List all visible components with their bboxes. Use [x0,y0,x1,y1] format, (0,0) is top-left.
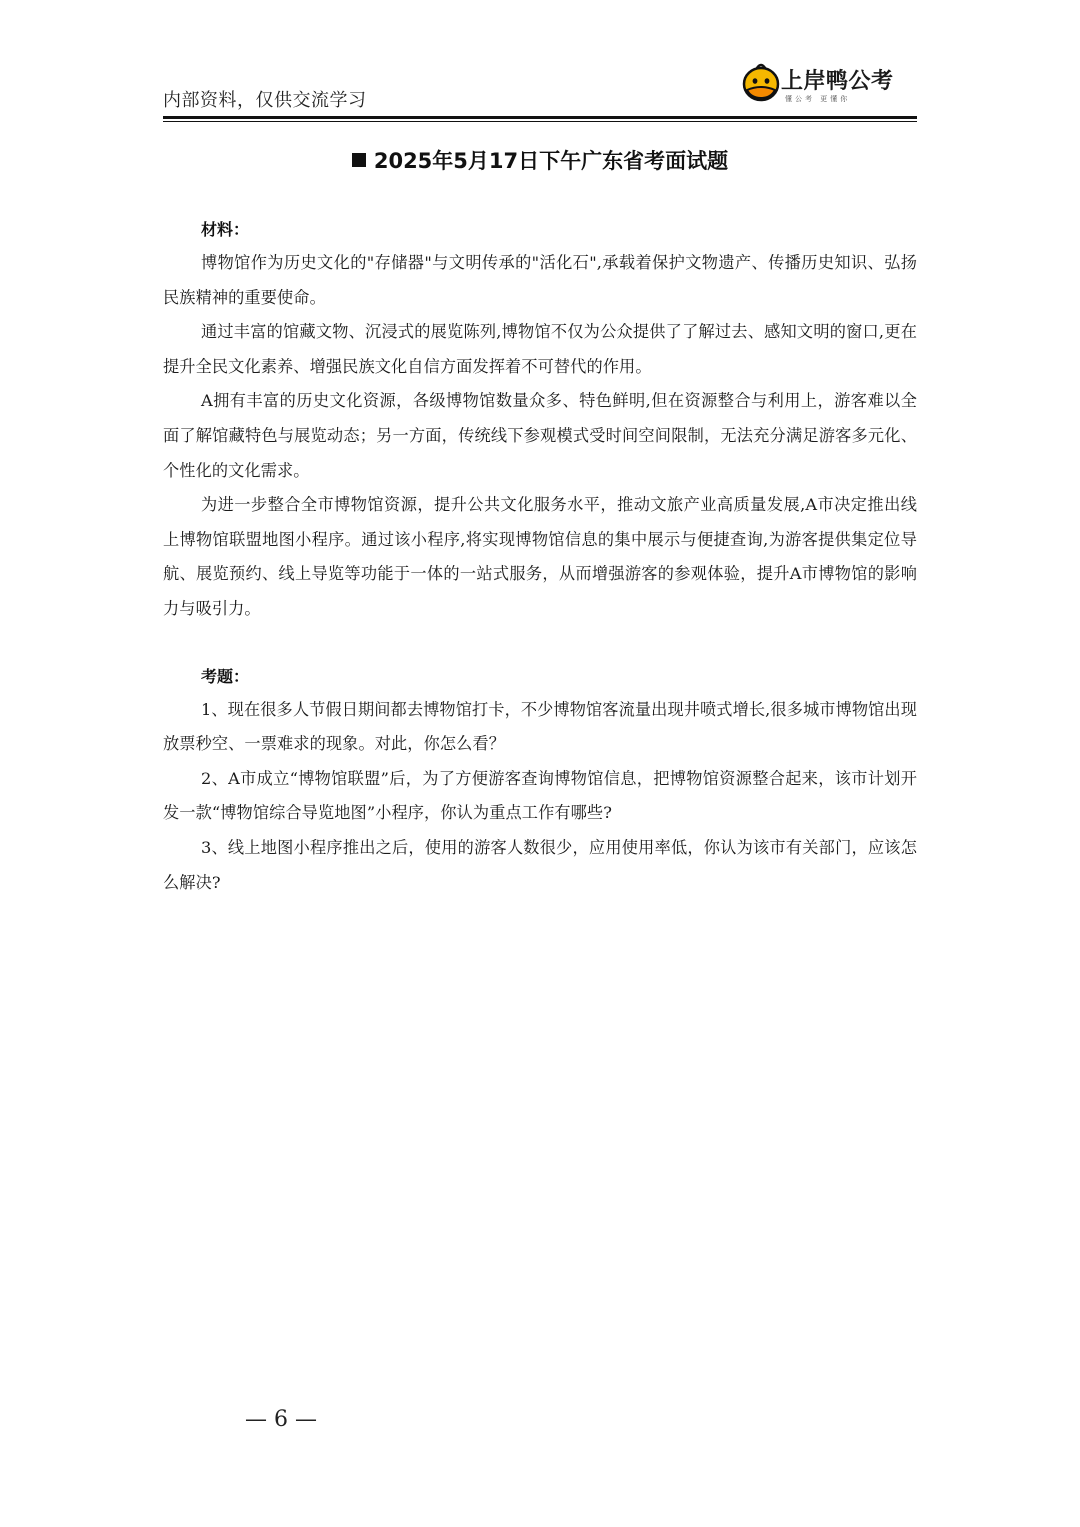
page-number: — 6 — [245,1407,317,1432]
material-paragraph: 为进一步整合全市博物馆资源，提升公共文化服务水平，推动文旅产业高质量发展,A市决定推出线上博物馆联盟地图小程序。通过该小程序,将实现博物馆信息的集中展示与便捷查询,为游客提供集定位导航、展览预约、线上导览等功能于一体的一站式服务，从而增强游客的参观体验，提升A市博物馆的影响力与吸引力。 [163,495,917,618]
material-paragraph: A拥有丰富的历史文化资源，各级博物馆数量众多、特色鲜明,但在资源整合与利用上，游客难以全面了解馆藏特色与展览动态；另一方面，传统线下参观模式受时间空间限制，无法充分满足游客多元化、个性化的文化需求。 [163,391,917,480]
duck-logo-icon [739,60,783,104]
header-rule [163,116,917,119]
material-paragraph: 通过丰富的馆藏文物、沉浸式的展览陈列,博物馆不仅为公众提供了了解过去、感知文明的窗口,更在提升全民文化素养、增强民族文化自信方面发挥着不可替代的作用。 [163,322,917,376]
page-header [163,56,917,122]
section-gap [163,627,917,660]
document-title [163,145,917,175]
questions-label: 考题： [201,666,250,686]
header-rule-thin [163,121,917,122]
question-item: 1、现在很多人节假日期间都去博物馆打卡，不少博物馆客流量出现井喷式增长,很多城市博物馆出现放票秒空、一票难求的现象。对此，你怎么看？ [163,699,918,754]
square-bullet-icon [352,153,366,167]
brand-tagline: 懂公考 更懂你 [785,95,851,103]
question-item: 2、A市成立“博物馆联盟”后，为了方便游客查询博物馆信息，把博物馆资源整合起来，该市计划开发一款“博物馆综合导览地图”小程序，你认为重点工作有哪些? [163,768,917,823]
question-item: 3、线上地图小程序推出之后，使用的游客人数很少，应用使用率低，你认为该市有关部门，应该怎么解决? [163,837,917,892]
material-label: 材料： [201,220,250,239]
brand-name: 上岸鸭公考 [781,69,894,94]
brand-block [739,60,899,110]
material-paragraph: 博物馆作为历史文化的"存储器"与文明传承的"活化石",承载着保护文物遗产、传播历史知识、弘扬民族精神的重要使命。 [163,253,917,307]
header-note: 内部资料，仅供交流学习 [163,90,367,111]
title-text: 2025年5月17日下午广东省考面试题 [373,149,729,173]
main-content [163,213,917,900]
